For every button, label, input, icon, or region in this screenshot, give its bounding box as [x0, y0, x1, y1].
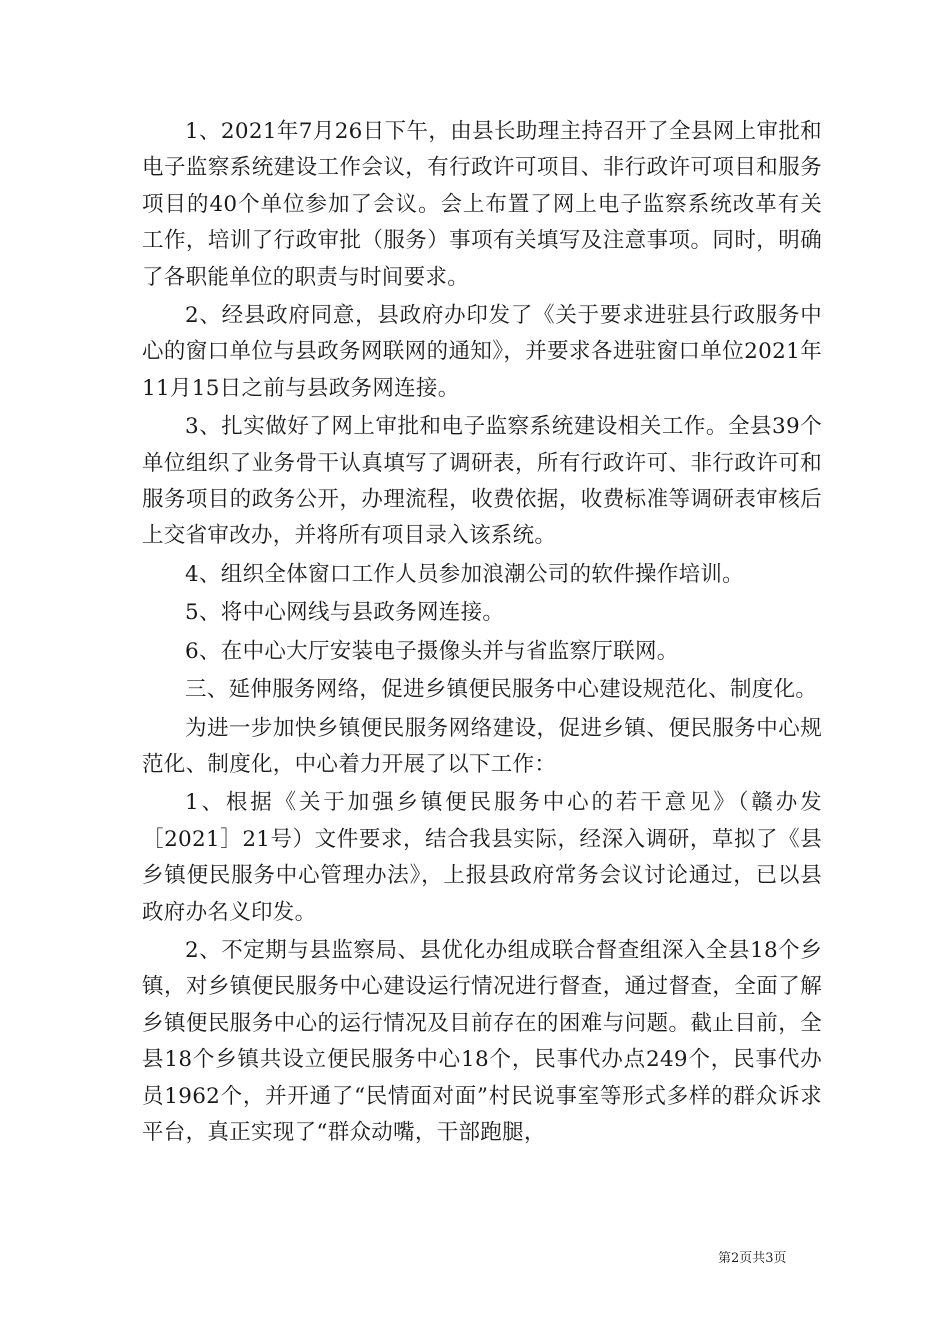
paragraph-6: 6、在中心大厅安装电子摄像头并与省监察厅联网。 — [185, 638, 679, 664]
paragraph-2: 2、经县政府同意，县政府办印发了《关于要求进驻县行政服务中心的窗口单位与县政务网联网的通知》，并要求各进驻窗口单位2021年11月15日之前与县政务网连接。 — [142, 303, 822, 401]
page-number: 第2页共3页 — [718, 1251, 787, 1266]
section-heading: 三、延伸服务网络，促进乡镇便民服务中心建设规范化、制度化。 — [185, 677, 818, 703]
paragraph-8: 2、不定期与县监察局、县优化办组成联合督查组深入全县18个乡镇，对乡镇便民服务中心建设运行情况进行督查，通过督查，全面了解乡镇便民服务中心的运行情况及目前存在的困难与问题。截止目前，全县18个乡镇共设立便民服务中心18个，民事代办点249个，民事代办员1962个，并开通了“民情面对面”村民说事室等形式多样的群众诉求平台，真正实现了“群众动嘴，干部跑腿， — [142, 937, 822, 1145]
paragraph-4: 4、组织全体窗口工作人员参加浪潮公司的软件操作培训。 — [185, 561, 744, 587]
paragraph-5: 5、将中心网线与县政务网连接。 — [185, 600, 505, 626]
document-body — [142, 114, 822, 1151]
paragraph-7: 1、根据《关于加强乡镇便民服务中心的若干意见》（赣办发［2021］21号）文件要求，结合我县实际，经深入调研，草拟了《县乡镇便民服务中心管理办法》，上报县政府常务会议讨论通过，已以县政府办名义印发。 — [142, 790, 822, 925]
paragraph-3: 3、扎实做好了网上审批和电子监察系统建设相关工作。全县39个单位组织了业务骨干认真填写了调研表，所有行政许可、非行政许可和服务项目的政务公开，办理流程，收费依据，收费标准等调研表审核后上交省审改办，并将所有项目录入该系统。 — [142, 414, 822, 549]
paragraph-intro: 为进一步加快乡镇便民服务网络建设，促进乡镇、便民服务中心规范化、制度化，中心着力开展了以下工作： — [142, 715, 822, 777]
paragraph-1: 1、2021年7月26日下午，由县长助理主持召开了全县网上审批和电子监察系统建设工作会议，有行政许可项目、非行政许可项目和服务项目的40个单位参加了会议。会上布置了网上电子监察系统改革有关工作，培训了行政审批（服务）事项有关填写及注意事项。同时，明确了各职能单位的职责与时间要求。 — [142, 119, 822, 290]
